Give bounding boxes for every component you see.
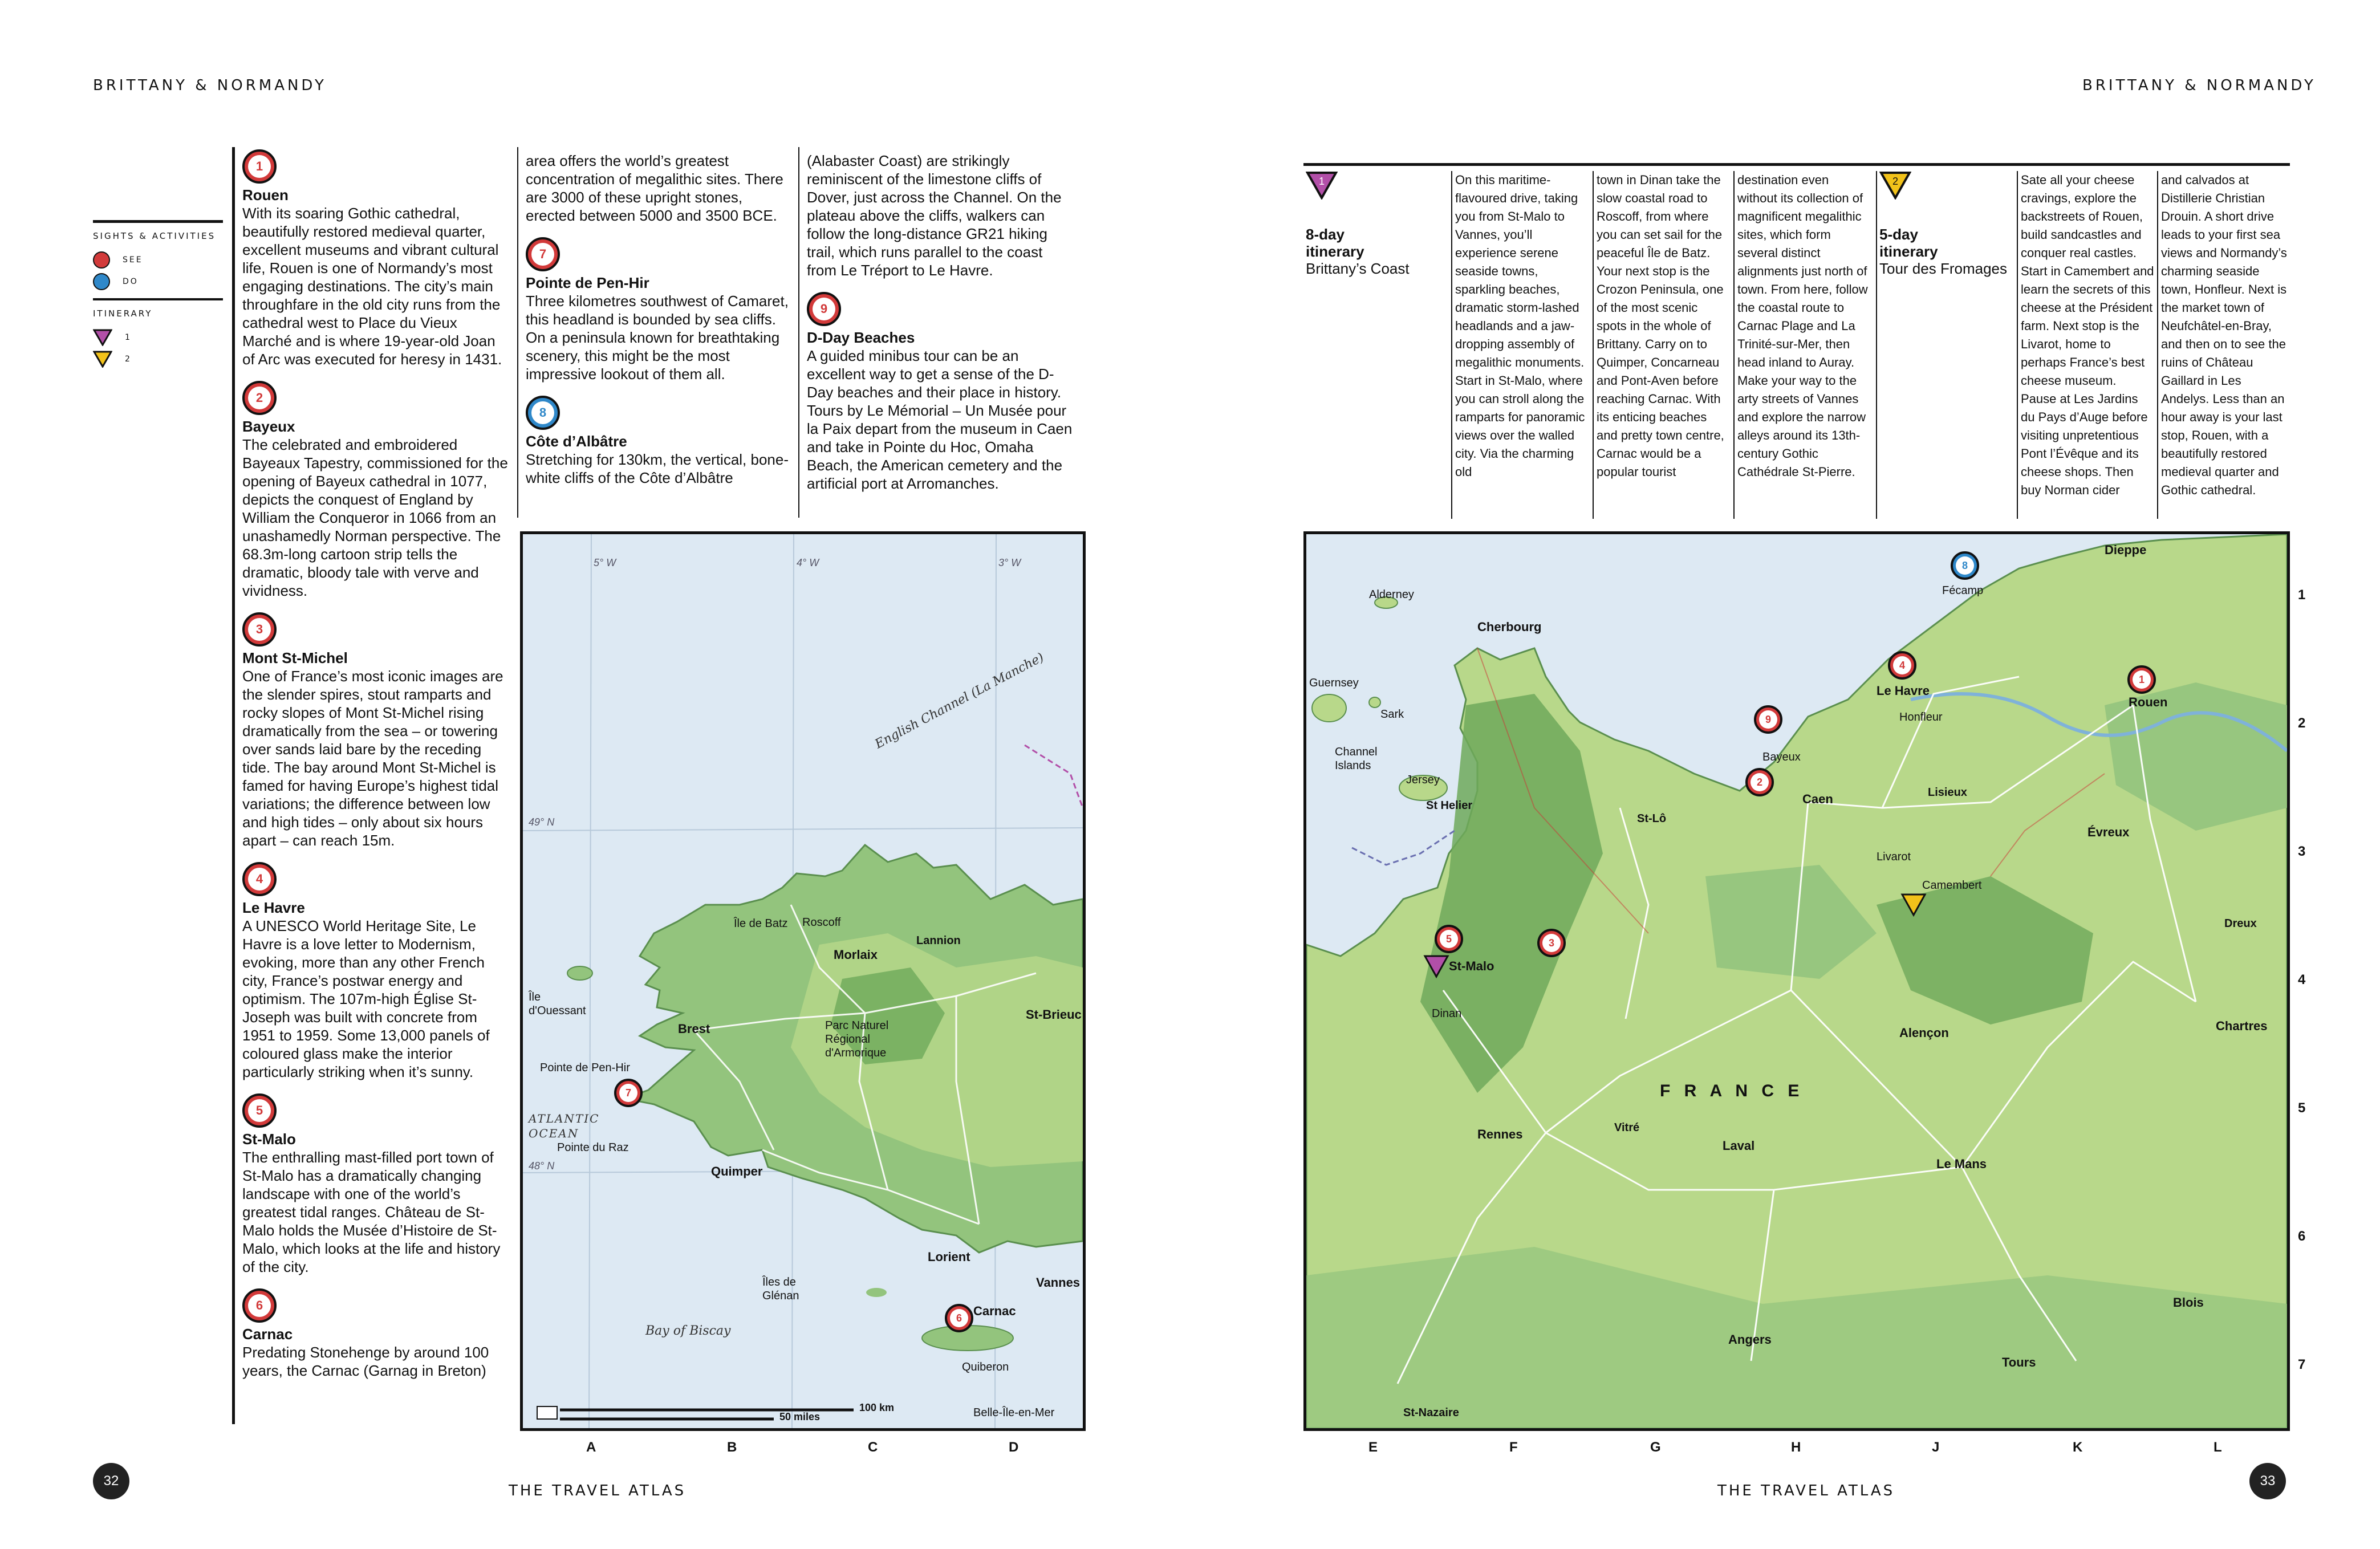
map-marker-4[interactable]: 4 [1888, 651, 1916, 680]
label-fecamp: Fécamp [1942, 584, 1984, 597]
label-vannes: Vannes [1036, 1275, 1081, 1290]
label-honfleur: Honfleur [1899, 711, 1943, 723]
map-brittany[interactable] [520, 531, 1086, 1431]
entry-text: (Alabaster Coast) are strikingly reminiscent of the limestone cliffs of Dover, just across the Channel. On the plateau above the cliffs, walkers can follow the long-distance GR21 hiking trail, which runs parallel to the coast from Le Tréport to Le Havre. [807, 152, 1062, 279]
entry-text: The enthralling mast-filled port town of St-Malo has a dramatically changing landscape with one of the world’s greatest tidal ranges. Château de St-Malo holds the Musée d’Histoire de St-Malo, which looks at the life and history of the city. [242, 1149, 501, 1275]
entry-title: Carnac [242, 1326, 293, 1343]
label-iles-de-glenan: Îles de Glénan [762, 1276, 799, 1302]
label-dinan: Dinan [1432, 1007, 1462, 1020]
label-bayeux: Bayeux [1762, 751, 1801, 763]
page-number-right: 33 [2249, 1463, 2286, 1499]
grid-row-label: 3 [2298, 844, 2306, 859]
label-caen: Caen [1802, 792, 1833, 806]
entry-text: area offers the world’s greatest concentration of megalithic sites. There are 3000 of these upright stones, erected between 5000 and 3500 BCE. [526, 152, 783, 224]
itinerary-2-duration: 5-day [1879, 226, 1918, 243]
running-header-left: BRITTANY & NORMANDY [93, 77, 327, 94]
grid-col-label: K [2073, 1440, 2083, 1455]
see-marker-icon: 1 [242, 149, 277, 184]
label-jersey: Jersey [1406, 774, 1440, 786]
label-morlaix: Morlaix [834, 948, 878, 962]
grid-col-label: F [1509, 1440, 1518, 1455]
map-normandy[interactable] [1303, 531, 2290, 1431]
running-header-right: BRITTANY & NORMANDY [2082, 77, 2316, 94]
map-marker-9[interactable]: 9 [1754, 705, 1782, 734]
see-marker-icon: 7 [526, 237, 560, 271]
entries-column-1 [242, 146, 510, 1380]
legend-it1-label: 1 [125, 333, 132, 342]
legend-do-label: DO [123, 277, 139, 286]
see-marker-icon: 5 [242, 1093, 277, 1128]
see-marker-icon: 9 [807, 292, 841, 326]
grid-col-label: H [1791, 1440, 1801, 1455]
grid-col-label: D [1009, 1440, 1019, 1455]
itinerary-1-icon [93, 329, 112, 346]
grid-col-label: A [586, 1440, 596, 1455]
itinerary-1-duration: 8-day [1306, 226, 1345, 243]
entry-title: Bayeux [242, 418, 295, 435]
column-divider [2017, 171, 2018, 519]
label-laval: Laval [1723, 1139, 1755, 1153]
column-divider [2157, 171, 2158, 519]
column-divider [1876, 171, 1877, 519]
legend [93, 220, 223, 372]
label-carnac: Carnac [973, 1304, 1016, 1318]
label-belle-ile: Belle-Île-en-Mer [973, 1406, 1055, 1419]
label-sark: Sark [1380, 708, 1404, 721]
label-ile-de-batz: Île de Batz [734, 917, 788, 930]
entry-text: Predating Stonehenge by around 100 years, the Carnac (Garnag in Breton) [242, 1344, 489, 1379]
column-divider [1451, 171, 1452, 519]
label-lisieux: Lisieux [1928, 786, 1967, 799]
label-st-brieuc: St-Brieuc [1026, 1007, 1082, 1022]
legend-sights-title: SIGHTS & ACTIVITIES [93, 231, 216, 241]
legend-see-label: SEE [123, 255, 143, 265]
see-marker-icon: 3 [242, 612, 277, 647]
label-pointe-du-raz: Pointe du Raz [557, 1141, 629, 1154]
grid-col-label: B [727, 1440, 737, 1455]
itinerary-2-title: Tour des Fromages [1879, 260, 2007, 277]
label-quimper: Quimper [711, 1164, 763, 1178]
label-vitre: Vitré [1614, 1121, 1640, 1134]
label-atlantic-ocean: ATLANTIC OCEAN [529, 1112, 600, 1140]
do-marker-icon: 8 [526, 396, 560, 430]
label-roscoff: Roscoff [802, 916, 841, 929]
label-tours: Tours [2002, 1355, 2036, 1369]
itinerary-top-rule [1303, 163, 2290, 166]
label-english-channel: English Channel (La Manche) [872, 650, 1047, 752]
itinerary-2-heading [1879, 171, 2013, 277]
do-marker-icon [93, 273, 110, 290]
label-livarot: Livarot [1877, 851, 1911, 863]
grid-row-label: 5 [2298, 1100, 2306, 1116]
itinerary-2-icon [1879, 171, 1911, 200]
entry-text: The celebrated and embroidered Bayeaux Tapestry, commissioned for the opening of Bayeux cathedral in 1077, depicts the conquest of England by William the Conqueror in 1066 from an unashamedly Norman perspective. The 68.3m-long cartoon strip tells the dramatic, bloody tale with verve and vividness. [242, 436, 508, 599]
column-divider [1593, 171, 1594, 519]
map-marker-1[interactable]: 1 [2127, 665, 2156, 694]
grid-col-label: C [868, 1440, 878, 1455]
itinerary-2-text-col1: Sate all your cheese cravings, explore the backstreets of Rouen, build sandcastles and conquer real castles. Start in Camembert and learn the secrets of this cheese at the Président farm. Next stop is the Livarot, home to perhaps France’s best cheese museum. Pause at Les Jardins du Pays d’Auge before visiting unpretentious Pont l’Évêque and its cheese shops. Then buy Norman cider [2021, 173, 2154, 497]
legend-itinerary-title: ITINERARY [93, 308, 153, 319]
label-st-nazaire: St-Nazaire [1403, 1406, 1459, 1419]
see-marker-icon: 6 [242, 1288, 277, 1323]
label-pointe-de-pen-hir: Pointe de Pen-Hir [540, 1062, 630, 1074]
label-lat-49: 49° N [529, 816, 555, 828]
entry-title: Côte d’Albâtre [526, 433, 627, 450]
itinerary-1-text-col3: destination even without its collection of magnificent megalithic sites, which form several distinct alignments just north of town. From here, follow the coastal route to Carnac Plage and La Trinité-sur-Mer, then head inland to Auray. Make your way to the arty streets of Vannes and explore the narrow alleys around its 13th-century Gothic Cathédrale St-Pierre. [1737, 173, 1868, 479]
itinerary-1-icon [1306, 171, 1338, 200]
itinerary-2-icon [93, 351, 112, 368]
svg-text:2: 2 [1892, 176, 1899, 187]
label-brest: Brest [678, 1022, 710, 1036]
label-lon-5: 5° W [594, 557, 616, 568]
entry-text: Stretching for 130km, the vertical, bone-white cliffs of the Côte d’Albâtre [526, 451, 789, 486]
itinerary-2-label: itinerary [1879, 243, 1938, 260]
label-scale-50mi: 50 miles [779, 1411, 821, 1422]
itinerary-1-label: itinerary [1306, 243, 1364, 260]
label-camembert: Camembert [1922, 879, 1982, 892]
label-cherbourg: Cherbourg [1477, 620, 1542, 634]
label-st-malo: St-Malo [1449, 959, 1494, 973]
label-lon-4: 4° W [797, 557, 819, 568]
map-marker-2[interactable]: 2 [1745, 768, 1774, 796]
grid-col-label: G [1650, 1440, 1661, 1455]
label-channel-islands: Channel Islands [1335, 746, 1378, 772]
label-blois: Blois [2173, 1295, 2204, 1310]
entry-title: Le Havre [242, 899, 305, 916]
column-divider [232, 147, 235, 1424]
itinerary-1-title: Brittany’s Coast [1306, 260, 1410, 277]
itinerary-1-text-col2: town in Dinan take the slow coastal road to Roscoff, from where you can set sail for the peaceful Île de Batz. Your next stop is the Crozon Peninsula, one of the most scenic spots in the whole of Brittany. Carry on to Quimper, Concarneau and Pont-Aven before reaching Carnac. With its enticing beaches and pretty town centre, Carnac would be a popular tourist [1597, 173, 1724, 479]
see-marker-icon [93, 251, 110, 269]
entry-text: A UNESCO World Heritage Site, Le Havre is a love letter to Modernism, evoking, more than any other French city, France’s postwar energy and optimism. The 107m-high Église St-Joseph was built with concrete from 1951 to 1959. Some 13,000 panels of coloured glass make the interior particularly striking when it’s sunny. [242, 917, 490, 1080]
label-dreux: Dreux [2224, 917, 2257, 930]
label-angers: Angers [1728, 1332, 1772, 1347]
label-evreux: Évreux [2087, 825, 2130, 839]
footer-title-left: THE TRAVEL ATLAS [509, 1482, 687, 1499]
label-lannion: Lannion [916, 934, 961, 947]
see-marker-icon: 2 [242, 381, 277, 415]
grid-col-label: L [2214, 1440, 2222, 1455]
label-lon-3: 3° W [998, 557, 1021, 568]
label-lorient: Lorient [928, 1250, 970, 1264]
label-quiberon: Quiberon [962, 1361, 1009, 1373]
entry-text: With its soaring Gothic cathedral, beautifully restored medieval quarter, excellent museums and vibrant cultural life, Rouen is one of Normandy’s most engaging destinations. The city’s main throughfare in the old city runs from the cathedral west to Place du Vieux Marché and is where 19-year-old Joan of Arc was executed for heresy in 1431. [242, 205, 502, 368]
footer-title-right: THE TRAVEL ATLAS [1717, 1482, 1895, 1499]
svg-text:1: 1 [1318, 176, 1325, 187]
grid-col-label: E [1368, 1440, 1378, 1455]
label-chartres: Chartres [2216, 1019, 2268, 1033]
label-armorique-park: Parc Naturel Régional d'Armorique [825, 1019, 889, 1059]
label-dieppe: Dieppe [2105, 543, 2147, 557]
map-marker-7[interactable]: 7 [614, 1079, 643, 1107]
label-scale-100km: 100 km [859, 1402, 895, 1413]
label-ile-d-ouessant: Île d'Ouessant [529, 991, 586, 1017]
label-rennes: Rennes [1477, 1127, 1523, 1141]
entry-title: Rouen [242, 186, 289, 204]
label-st-lo: St-Lô [1637, 812, 1667, 825]
grid-row-label: 2 [2298, 715, 2306, 731]
column-divider [1733, 171, 1735, 519]
label-lat-48: 48° N [529, 1160, 555, 1172]
label-rouen: Rouen [2129, 695, 2168, 709]
entry-title: St-Malo [242, 1131, 296, 1148]
grid-row-label: 4 [2298, 972, 2306, 987]
entries-column-2 [526, 152, 794, 487]
label-alencon: Alençon [1899, 1026, 1949, 1040]
see-marker-icon: 4 [242, 862, 277, 896]
label-alderney: Alderney [1369, 588, 1414, 601]
itinerary-2-text-col2: and calvados at Distillerie Christian Drouin. A short drive leads to your first sea views and Normandy’s charming seaside town, Honfleur. Next is the market town of Neufchâtel-en-Bray, and then on to see the ruins of Château Gaillard in Les Andelys. Less than an hour away is your last stop, Rouen, with a beautifully restored medieval quarter and Gothic cathedral. [2161, 173, 2287, 497]
entry-text: A guided minibus tour can be an excellent way to get a sense of the D-Day beaches and their place in history. Tours by Le Mémorial – Un Musée pour la Paix depart from the museum in Caen and take in Pointe du Hoc, Omaha Beach, the American cemetery and the artificial port at Arromanches. [807, 347, 1073, 492]
entry-title: Pointe de Pen-Hir [526, 274, 649, 291]
label-bay-of-biscay: Bay of Biscay [645, 1324, 731, 1338]
label-france: F R A N C E [1660, 1082, 1804, 1100]
grid-col-label: J [1932, 1440, 1940, 1455]
entry-text: One of France’s most iconic images are the slender spires, stout ramparts and rocky slopes of Mont St-Michel rising dramatically from the sea – or towering over sands laid bare by the receding tide. The bay around Mont St-Michel is famed for having Europe’s highest tidal variations; the difference between low and high tides – only about six hours apart – can reach 15m. [242, 668, 503, 849]
itinerary-1-heading [1306, 171, 1443, 277]
map-marker-8[interactable]: 8 [1951, 551, 1979, 580]
label-st-helier: St Helier [1426, 799, 1473, 812]
page-number-left: 32 [93, 1463, 129, 1499]
legend-it2-label: 2 [125, 355, 132, 364]
grid-row-label: 1 [2298, 587, 2306, 603]
grid-row-label: 7 [2298, 1357, 2306, 1372]
grid-row-label: 6 [2298, 1229, 2306, 1244]
entries-column-3 [807, 152, 1075, 493]
column-divider [517, 147, 518, 518]
label-le-havre: Le Havre [1877, 684, 1930, 698]
map-marker-5[interactable]: 5 [1435, 925, 1463, 953]
column-divider [798, 147, 799, 518]
label-le-mans: Le Mans [1936, 1157, 1987, 1171]
entry-text: Three kilometres southwest of Camaret, this headland is bounded by sea cliffs. On a peninsula known for breathtaking scenery, this might be the most impressive lookout of them all. [526, 292, 789, 383]
map-marker-6[interactable]: 6 [945, 1304, 973, 1332]
itinerary-1-text-col1: On this maritime-flavoured drive, taking you from St-Malo to Vannes, you’ll experience serene seaside towns, sparkling beaches, dramatic storm-lashed headlands and a jaw-dropping assembly of megalithic monuments. Start in St-Malo, where you can stroll along the ramparts for panoramic views over the walled city. Via the charming old [1455, 173, 1585, 479]
entry-title: Mont St-Michel [242, 649, 348, 666]
map-marker-3[interactable]: 3 [1537, 929, 1566, 957]
label-guernsey: Guernsey [1309, 677, 1359, 689]
entry-title: D-Day Beaches [807, 329, 915, 346]
